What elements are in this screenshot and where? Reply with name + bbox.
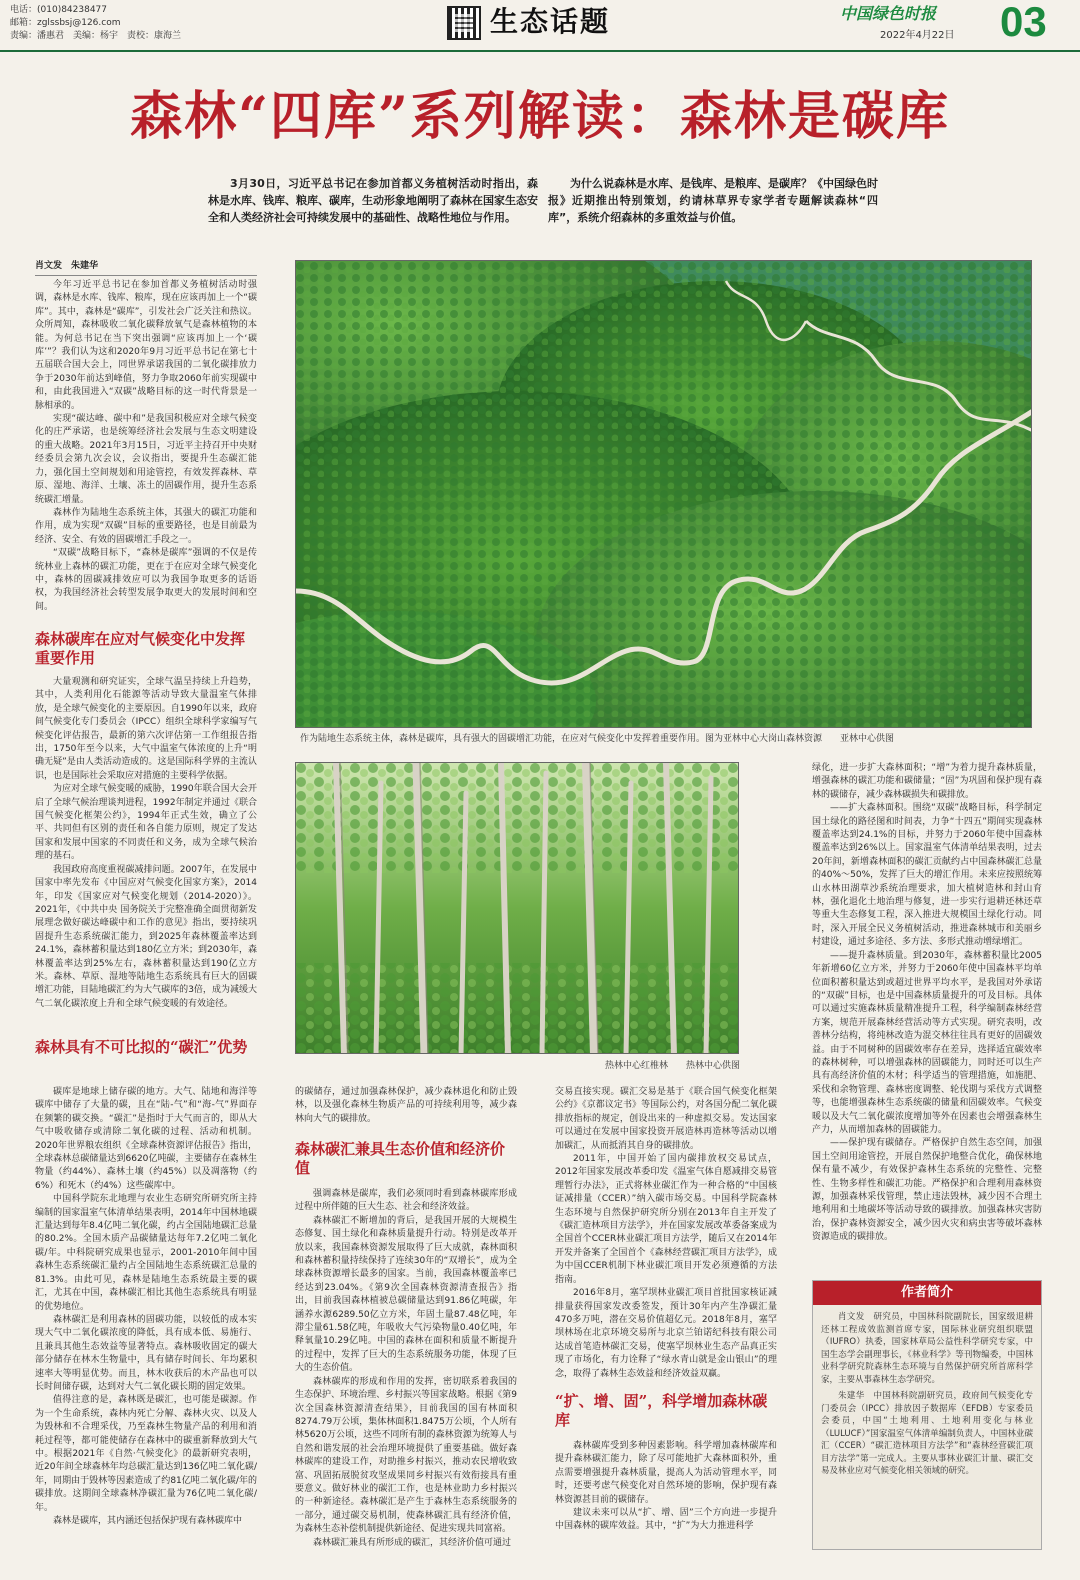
paragraph: 大量观测和研究证实，全球气温呈持续上升趋势，其中，人类利用化石能源等活动导致大量温室气体排放，是全球气候变化的主要原因。自1990年以来，政府间气候变化专门委员会（IPCC）组织全球科学家编写气候变化评估报告，最新的第六次评估第一工作组报告指出，1750年至今以来，大气中温室气体浓度的上升“明确无疑”是由人类活动造成的。这是国际科学界的主流认识，也是国际社会采取应对措施的主要科学依据。 — [35, 677, 257, 781]
subheading-2: 森林具有不可比拟的“碳汇”优势 — [35, 1038, 248, 1056]
subheading-4: “扩、增、固”，科学增加森林碳库 — [555, 1392, 768, 1429]
email: 邮箱：zglssbsj@126.com — [10, 18, 121, 28]
paragraph: ——提升森林质量。到2030年，森林蓄积量比2005年新增60亿立方米，并努力于2060年使中国森林平均单位面积蓄积量达到或超过世界平均水平，是我国对外承诺的“双碳”目标，也是中国森林质量提升的可及目标。具体可以通过实施森林质量精准提升工程，科学编制森林经营方案，规范开展森林经营活动等方式实现。研究表明，改善林分结构，将纯林改造为混交林往往具有更好的固碳效益。由于不同树种的固碳效率存在差异，选择适宜碳效率的森林树种，可以增强森林的固碳能力，同时还可以生产具有高经济价值的木材；科学适当的管理措施，如施肥、采伐和余物管理、森林密度调整、轮伐期与采伐方式调整等，也能增强森林生态系统碳的储量和固碳效率。气候变暖以及大气二氧化碳浓度增加等外在因素也会增强森林生产力，从而增加森林的固碳能力。 — [812, 950, 1042, 1135]
photo2-caption: 热林中心红椎林 热林中心供图 — [604, 1061, 740, 1071]
editors: 责编：潘惠君 美编：杨宇 责校：康海兰 — [10, 31, 182, 41]
paragraph: 森林碳库受到多种因素影响。科学增加森林碳库和提升森林碳汇能力，除了尽可能地扩大森林面积外，重点需要增强提升森林质量，提高人为活动管理水平，同时，还要考虑气候变化对自然环境的影响，保护现有森林资源甚目前的碳储存。 — [555, 1441, 777, 1505]
byline: 肖文发 朱建华 — [35, 260, 257, 276]
forest-trees-illustration — [296, 763, 739, 1054]
lead-paragraph-2: 为什么说森林是水库、是钱库、是粮库、是碳库？《中国绿色时报》近期推出特别策划，约请林草界专家学者专题解读森林“四库”，系统介绍森林的多重效益与价值。 — [548, 177, 878, 224]
forest-aerial-photo — [295, 260, 1032, 728]
photo1-caption: 作为陆地生态系统主体，森林是碳库，具有强大的固碳增汇功能，在应对气候变化中发挥着重要作用。图为亚林中心大岗山森林资源 亚林中心供图 — [300, 734, 895, 744]
paragraph: 建议未来可以从“扩、增、固”三个方向进一步提升中国森林的碳库效益。其中，“扩”为大力推进科学 — [555, 1508, 777, 1532]
paragraph: 的碳储存，通过加强森林保护，减少森林退化和防止毁林，以及强化森林生物质产品的可持续利用等，减少森林向大气的碳排放。 — [295, 1087, 517, 1124]
subheading-3: 森林碳汇兼具生态价值和经济价值 — [295, 1140, 506, 1177]
author-bio-text — [813, 1305, 1041, 1488]
page-number: 03 — [1000, 0, 1047, 45]
main-headline: 森林“四库”系列解读：森林是碳库 — [130, 86, 950, 147]
column-1-bottom — [35, 1086, 257, 1556]
issue-date: 2022年4月22日 — [880, 30, 955, 41]
author-bio-paragraph: 朱建华 中国林科院副研究员，政府间气候变化专门委员会（IPCC）排放因子数据库（EFDB）专家委员会委员，中国“土地利用、土地利用变化与林业（LULUCF）”国家温室气体清单编制负责人，中国林业碳汇（CCER）“碳汇造林项目方法学”和“森林经营碳汇项目方法学”第一完成人。主要从事林业碳汇计量、碳汇交易及林业应对气候变化相关领域的研究。 — [821, 1391, 1033, 1476]
page-header — [0, 0, 1080, 52]
paragraph: 强调森林是碳库，我们必须同时看到森林碳库形成过程中所伴随的巨大生态、社会和经济效益。 — [295, 1189, 517, 1213]
paragraph: 森林碳汇不断增加的背后，是我国开展的大规模生态修复、国土绿化和森林质量提升行动。特别是改革开放以来，我国森林资源发展取得了巨大成就，森林面积和森林蓄积量持续保持了连续30年的“双增长”，成为全球森林资源增长最多的国家。当前，我国森林覆盖率已经达到23.04%。《第9次全国森林资源清查报告》指出，目前我国森林植被总碳储量达到91.86亿吨碳，年涵养水源6289.50亿立方米，年固土量87.48亿吨，年滞尘量61.58亿吨，年吸收大气污染物量0.40亿吨，年释氧量10.29亿吨。中国的森林在面积和质量不断提升的过程中，发挥了巨大的生态系统服务功能，体现了巨大的生态价值。 — [295, 1215, 517, 1374]
paragraph: ——扩大森林面积。围绕“双碳”战略目标，科学制定国土绿化的路径图和时间表，力争“十四五”期间实现森林覆盖率达到24.1%的目标，并努力于2060年使中国森林覆盖率达到26%以上。国家温室气体清单结果表明，过去20年间，新增森林面积的碳汇贡献约占中国森林碳汇总量的40%～50%，发挥了巨大的增汇作用。未来应按照统筹山水林田湖草沙系统治理要求，加大植树造林和封山育林，强化退化土地治理与修复，进一步实行退耕还林还草等重大生态修复工程，深入推进大规模国土绿化行动。同时，深入开展全民义务植树活动，推进森林城市和美丽乡村建设，通过多途径、多方法、多形式推动增绿增汇。 — [812, 803, 1042, 948]
author-bio-paragraph: 肖文发 研究员，中国林科院副院长，国家级退耕还林工程成效监测首席专家，国际林业研究组织联盟（IUFRO）执委，国家林草局公益性科学研究专家，中国生态学会副理事长，《林业科学》等刊物编委，中国林业科学研究院森林生态环境与自然保护研究所首席科学家，主要从事森林生态学研究。 — [821, 1312, 1033, 1385]
paragraph: 碳库是地球上储存碳的地方。大气、陆地和海洋等碳库中储存了大量的碳，且在“陆-气”和“海-气”界面存在频繁的碳交换。“碳汇”是指时于大气而言的，即从大气中吸收储存或清除二氧化碳的过程、活动和机制。2020年世界粮农组织《全球森林资源评估报告》指出，全球森林总碳储量达到6620亿吨碳，主要储存在森林生物量（约44%）、森林土壤（约45%）以及凋落物（约6%）和死木（约4%）这些碳库中。 — [35, 1087, 257, 1191]
column-3-bottom — [555, 1440, 777, 1556]
paragraph: 我国政府高度重视碳减排问题。2007年，在发展中国家中率先发布《中国应对气候变化国家方案》，2014年，印发《国家应对气候变化规划（2014-2020）》。2021年，《中共中央 国务院关于完整准确全面贯彻新发展理念做好碳达峰碳中和工作的意见》指出，要持续巩固提升生态系统碳汇能力，到2025年森林覆盖率达到24.1%，森林蓄积量达到180亿立方米；到2030年，森林覆盖率达到25%左右，森林蓄积量达到190亿立方米。森林、草原、湿地等陆地生态系统具有巨大的固碳增汇功能，目陆地碳汇约为大气碳库的3倍，成为减缓大气二氧化碳浓度上升和全球气候变暖的有效途径。 — [35, 864, 257, 1009]
phone: 电话：(010)84238477 — [10, 5, 108, 15]
paragraph: 森林碳汇是利用森林的固碳功能，以较低的成本实现大气中二氧化碳浓度的降低，具有成本低、易施行、且兼具其他生态效益等显著特点。森林吸收固定的碳大部分储存在林木生物量中，具有储存时间长、年均累积速率大等明显优势。而且，林木收获后的木产品也可以长时间储存碳，达到对大气二氧化碳长期的固定效果。 — [35, 1314, 257, 1392]
paragraph: 交易直接实现。碳汇交易是基于《联合国气候变化框架公约》《京都议定书》等国际公约，对各国分配二氧化碳排放指标的规定，创设出来的一种虚拟交易。发达国家可以通过在发展中国家投资开展造林再造林等活动以增加碳汇，从而抵消其自身的碳排放。 — [555, 1087, 777, 1151]
paragraph: 值得注意的是，森林既是碳汇，也可能是碳源。作为一个生命系统，森林内死亡分解、森林火灾、以及人为毁林和不合理采伐，乃至森林生物量产品的利用和消耗过程等，都可能使储存在森林中的碳重新释放到大气中。根据2021年《自然·气候变化》的最新研究表明，近20年间全球森林年均总碳汇量达到136亿吨二氧化碳/年，同期由于毁林等因素造成了约81亿吨二氧化碳/年的碳排放。这期间全球森林净碳汇量为76亿吨二氧化碳/年。 — [35, 1395, 257, 1513]
paragraph: ——保护现有碳储存。严格保护自然生态空间，加强国土空间用途管控，开展自然保护地整合优化，确保林地保有量不减少，有效保护森林生态系统的完整性、完整性、生物多样性和碳汇功能。严格保护和合理利用森林资源，加强森林采伐管理，禁止违法毁林，减少因不合理土地利用和土地碳坏等活动导致的碳排放。加强森林灾害防治，保护森林资源安全，减少因火灾和病虫害等破坏森林资源造成的碳排放。 — [812, 1138, 1042, 1243]
paragraph: 森林碳库的形成和作用的发挥，密切联系着我国的生态保护、环境治理、乡村振兴等国家战略。根据《第9次全国森林资源清查结果》，目前我国的国有林面积8274.79万公顷，集体林面积1.8475万公顷，个人所有林5620万公顷，这些不同所有制的森林资源为统筹人与自然和谐发展的社会治理环境提供了重要基础。做好森林碳库的建设工作，对助推乡村振兴，推动农民增收致富、巩固拓展脱贫攻坚成果同乡村振兴有效衔接具有重要意义。做好林业的碳汇工作，也是林业助力乡村振兴的一种新途径。森林碳汇是产生于森林生态系统服务的一部分，通过碳交易机制，使森林碳汇具有经济价值，为森林生态补偿机制提供新途径、促进实现共同富裕。 — [295, 1376, 517, 1535]
forest-aerial-illustration — [296, 261, 1032, 728]
paragraph: 绿化，进一步扩大森林面积；“增”为着力提升森林质量，增强森林的碳汇功能和碳储量；“固”为巩固和保护现有森林的碳储存，减少森林碳损失和碳排放。 — [812, 763, 1042, 800]
column-2-top — [295, 1086, 517, 1134]
author-bio-heading: 作者简介 — [813, 1281, 1041, 1305]
paragraph: 2011年，中国开始了国内碳排放权交易试点，2012年国家发展改革委印发《温室气体自愿减排交易管理暂行办法》，正式将林业碳汇作为一种合格的“中国核证减排量（CCER）”纳入碳市场交易。中国科学院森林生态环境与自然保护研究所分别在2013年自主开发了《碳汇造林项目方法学》，并在国家发展改革委备案成为全国首个CCER林业碳汇项目方法学，随后又在2014年开发并备案了全国首个《森林经营碳汇项目方法学》，成为中国CCER机制下林业碳汇项目开发必须遵循的方法指南。 — [555, 1154, 777, 1285]
forest-trees-photo — [295, 762, 739, 1054]
lead-paragraph-1: 3月30日，习近平总书记在参加首都义务植树活动时指出，森林是水库、钱库、粮库、碳库，生动形象地阐明了森林在国家生态安全和人类经济社会可持续发展中的基础性、战略性地位与作用。 — [208, 177, 538, 224]
paragraph: “双碳”战略目标下，“森林是碳库”强调的不仅是传统林业上森林的碳汇功能，更在于在应对全球气候变化中，森林的固碳减排效应可以为我国争取更多的话语权，为我国经济社会转型发展争取更大的发展时间和空间。 — [35, 548, 257, 612]
paragraph: 森林作为陆地生态系统主体，其强大的碳汇功能和作用，成为实现“双碳”目标的重要路径，也是目前最为经济、安全、有效的固碳增汇手段之一。 — [35, 507, 257, 545]
paragraph: 今年习近平总书记在参加首都义务植树活动时强调，森林是水库、钱库、粮库，现在应该再加上一个“碳库”。其中，森林是“碳库”，引发社会广泛关注和热议。众所周知，森林吸收二氧化碳释放氧气是森林植物的本能。为何总书记在当下突出强调“应该再加上一个‘碳库’”？我们认为这和2020年9月习近平总书记在第七十五届联合国大会上，同世界承诺我国的二氧化碳排放力争于2030年前达到峰值，努力争取2060年前实现碳中和，由此我国进入“双碳”战略目标的这一时代背景是一脉相承的。 — [35, 280, 257, 411]
subheading-1: 森林碳库在应对气候变化中发挥重要作用 — [35, 630, 246, 667]
paragraph: 为应对全球气候变暖的威胁，1990年联合国大会开启了全球气候治理谈判进程，1992年制定并通过《联合国气候变化框架公约》，1994年正式生效，确立了公平、共同但有区别的责任和各自能力原则，规定了发达国家和发展中国家的不同责任和义务，成为全球气候治理的基石。 — [35, 784, 257, 862]
paragraph: 森林碳汇兼具有所形成的碳汇，其经济价值可通过 — [313, 1537, 512, 1548]
paragraph: 2016年8月，塞罕坝林业碳汇项目首批国家核证减排量获得国家发改委签发，预计30年内产生净碳汇量470多万吨，潜在交易价值超亿元。2018年8月，塞罕坝林场在北京环境交易所与北京兰铂诺纪科技有限公司达成首笔造林碳汇交易，使塞罕坝林业生态产品真正实现了市场化，有力诠释了“绿水青山就是金山银山”的理念，取得了森林生态效益和经济效益双赢。 — [555, 1288, 777, 1379]
column-2-bottom — [295, 1188, 517, 1556]
qr-code-icon — [447, 6, 481, 40]
column-3-top — [555, 1086, 777, 1386]
section-title: 生态话题 — [490, 5, 611, 38]
column-4 — [812, 762, 1042, 1272]
newspaper-name: 中国绿色时报 — [840, 4, 937, 23]
paragraph: 森林是碳库，其内涵还包括保护现有森林碳库中 — [53, 1516, 243, 1526]
author-bio-box — [812, 1280, 1042, 1550]
paragraph: 中国科学院东北地理与农业生态研究所研究所主持编制的国家温室气体清单结果表明，2014年中国林地碳汇量达到每年8.4亿吨二氧化碳，约占全国陆地碳汇总量的80.2%。全国木质产品碳储量达每年7.2亿吨二氧化碳/年。中科院研究成果也显示，2001-2010年间中国森林生态系统碳汇量约占全国陆地生态系统碳汇总量的81.3%。由此可见，森林是陆地生态系统最主要的碳汇，尤其在中国，森林碳汇相比其他生态系统具有明显的优势地位。 — [35, 1194, 257, 1312]
column-1-mid — [35, 676, 257, 1026]
column-1-top — [35, 260, 257, 626]
paragraph: 实现“碳达峰、碳中和”是我国积极应对全球气候变化的庄严承诺，也是统筹经济社会发展与生态文明建设的重大战略。2021年3月15日，习近平主持召开中央财经委员会第九次会议，会议指出，要提升生态碳汇能力，强化国土空间规划和用途管控，有效发挥森林、草原、湿地、海洋、土壤、冻土的固碳作用，提升生态系统碳汇增量。 — [35, 414, 257, 505]
contact-info — [10, 4, 181, 43]
